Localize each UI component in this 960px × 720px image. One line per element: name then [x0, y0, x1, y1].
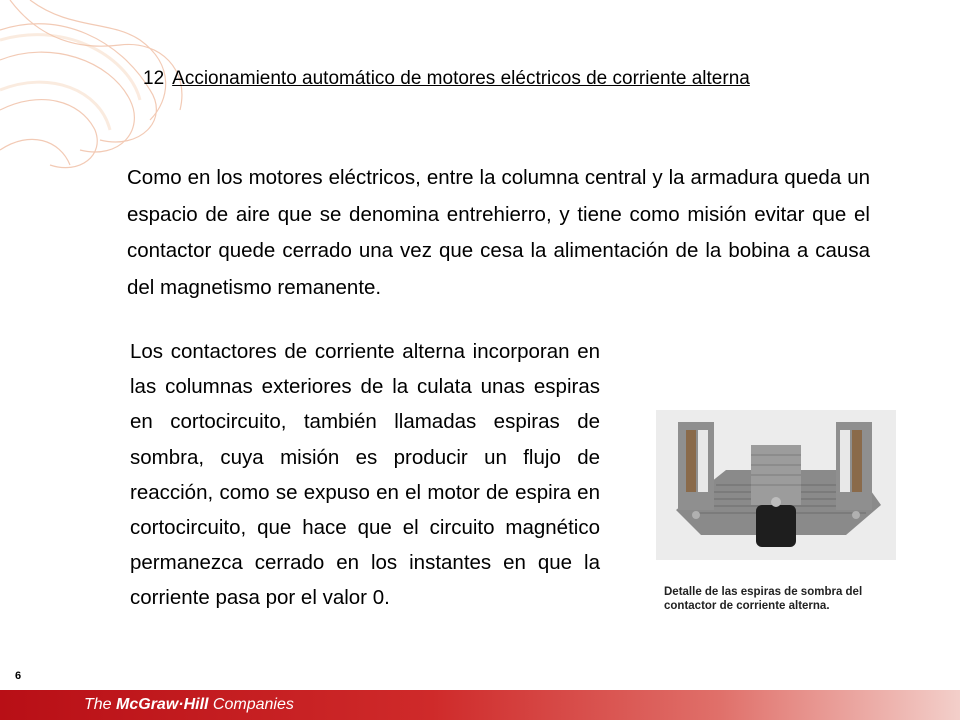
- figure-caption: Detalle de las espiras de sombra del contactor de corriente alterna.: [664, 586, 863, 612]
- paragraph-entrehierro: Como en los motores eléctricos, entre la columna central y la armadura queda un espacio de aire que se denomina entrehierro, y tiene como misión evitar que el contactor quede cerrado una vez que cesa la alimentación de la bobina a causa del magnetismo remanente.: [127, 166, 870, 299]
- chapter-number: 12: [143, 68, 165, 89]
- chapter-title: Accionamiento automático de motores eléctricos de corriente alterna: [172, 68, 750, 89]
- logo-suffix: Companies: [208, 696, 294, 713]
- page-number: 6: [15, 670, 22, 682]
- paragraph-espiras-sombra: Los contactores de corriente alterna incorporan en las columnas exteriores de la culata unas espiras en cortocircuito, también llamadas espiras de sombra, cuya misión es producir un flujo de reacción, como se expuso en el motor de espira en cortocircuito, que hace que el circuito magnético permanezca cerrado en los instantes en que la corriente pasa por el valor 0.: [130, 340, 600, 610]
- logo-prefix: The: [84, 696, 117, 713]
- logo-brand: McGraw·Hill: [116, 696, 209, 713]
- contactor-photo: [656, 410, 896, 560]
- publisher-logo: [84, 696, 294, 714]
- slide-header: [143, 68, 870, 90]
